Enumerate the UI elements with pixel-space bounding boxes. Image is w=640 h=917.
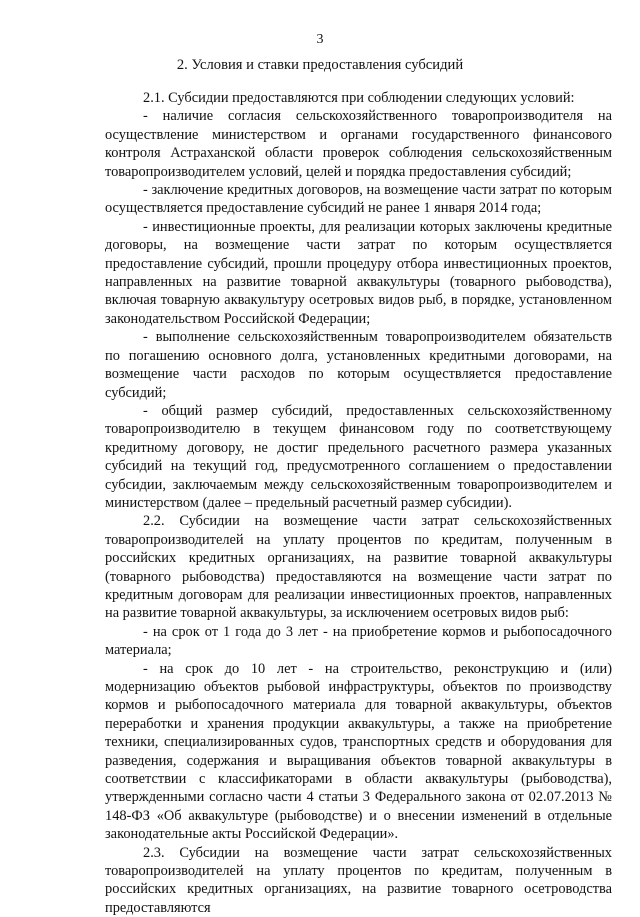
paragraph-investment-projects-condition: - инвестиционные проекты, для реализации которых заключены кредитные договоры, на возмещение части затрат по которым осуществляется предоставление субсидий, прошли процедуру отбора инвестиционных проектов, направленных на развитие товарной аквакультуры (товарного рыбоводства), включая товарную аквакультуру осетровых видов рыб, в порядке, установленном законодательством Российской Федерации; xyxy=(105,218,612,327)
paragraph-credit-contracts-condition: - заключение кредитных договоров, на возмещение части затрат по которым осуществляется предоставление субсидий не ранее 1 января 2014 года; xyxy=(105,182,612,217)
paragraph-debt-repayment-condition: - выполнение сельскохозяйственным товаропроизводителем обязательств по погашению основного долга, установленных кредитными договорами, на возмещение части расходов по которым осуществляется предоставление субсидий; xyxy=(105,329,612,401)
page-number: 3 xyxy=(316,32,324,47)
document-body xyxy=(105,89,612,917)
paragraph-2-2: 2.2. Субсидии на возмещение части затрат сельскохозяйственных товаропроизводителей на уплату процентов по кредитам, полученным в российских кредитных организациях, на развитие товарной аквакультуры (товарного рыбоводства) предоставляются на возмещение части затрат по кредитным договорам для реализации инвестиционных проектов, направленных на развитие товарной аквакультуры, за исключением осетровых видов рыб: xyxy=(105,513,612,622)
paragraph-subsidy-limit-condition: - общий размер субсидий, предоставленных сельскохозяйственному товаропроизводителю в текущем финансовом году по соответствующему кредитному договору, не достиг предельного расчетного размера указанных субсидий на текущий год, предусмотренного соглашением о предоставлении субсидии, заключаемым между сельскохозяйственным товаропроизводителем и министерством (далее – предельный расчетный размер субсидии). xyxy=(105,402,612,511)
paragraph-term-10-years: - на срок до 10 лет - на строительство, реконструкцию и (или) модернизацию объектов рыбовой инфраструктуры, объектов по производству кормов и рыбопосадочного материала для товарной аквакультуры, объектов переработки и хранения продукции аквакультуры, а также на приобретение техники, специализированных судов, транспортных средств и оборудования для разведения, содержания и выращивания объектов товарной аквакультуры в соответствии с классификаторами в области аквакультуры (рыбоводства), утвержденными согласно части 4 статьи 3 Федерального закона от 02.07.2013 № 148-ФЗ «Об аквакультуре (рыбоводстве) и о внесении изменений в отдельные законодательные акты Российской Федерации». xyxy=(105,660,612,843)
paragraph-2-3: 2.3. Субсидии на возмещение части затрат сельскохозяйственных товаропроизводителей на уплату процентов по кредитам, полученным в российских кредитных организациях, на развитие товарного осетроводства предоставляются xyxy=(105,844,612,916)
paragraph-term-1-3-years: - на срок от 1 года до 3 лет - на приобретение кормов и рыбопосадочного материала; xyxy=(105,623,612,659)
paragraph-2-1-intro: 2.1. Субсидии предоставляются при соблюдении следующих условий: xyxy=(143,90,575,106)
section-heading: 2. Условия и ставки предоставления субсидий xyxy=(176,57,464,73)
paragraph-consent-condition: - наличие согласия сельскохозяйственного товаропроизводителя на осуществление министерством и органами государственного финансового контроля Астраханской области проверок соблюдения сельскохозяйственным товаропроизводителем условий, целей и порядка предоставления субсидий; xyxy=(105,108,612,180)
